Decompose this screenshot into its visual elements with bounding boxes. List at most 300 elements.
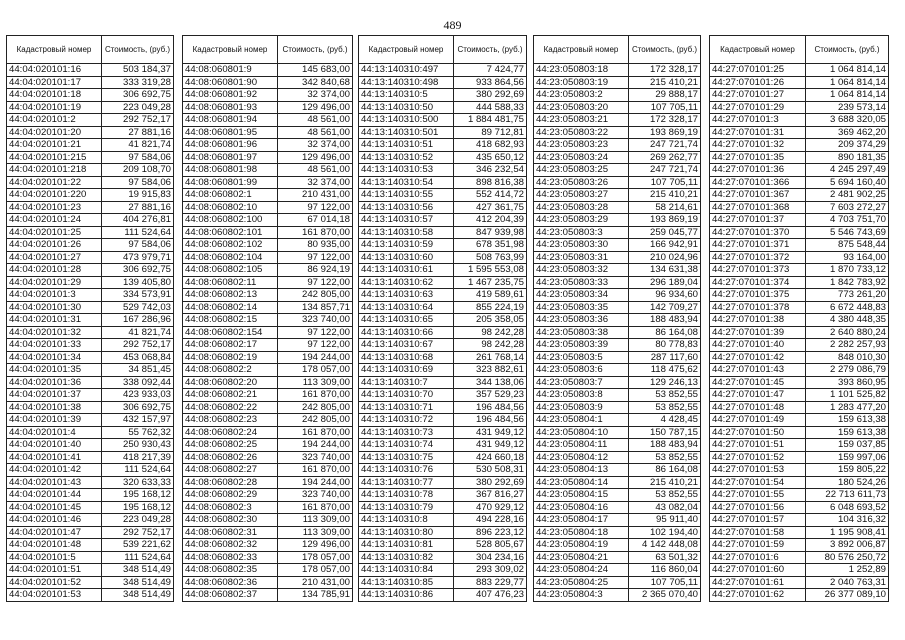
cost-cell: 195 168,12 bbox=[102, 489, 174, 502]
cost-cell: 209 108,70 bbox=[102, 164, 174, 177]
header-cadastral-number: Кадастровый номер bbox=[7, 36, 102, 64]
cost-cell: 205 358,05 bbox=[454, 314, 527, 327]
cost-cell: 1 870 733,12 bbox=[806, 264, 889, 277]
table-row bbox=[534, 264, 701, 277]
cost-cell: 432 157,97 bbox=[102, 414, 174, 427]
cost-cell: 80 576 250,72 bbox=[806, 551, 889, 564]
cost-cell: 161 870,00 bbox=[278, 226, 353, 239]
cost-cell: 855 224,19 bbox=[454, 301, 527, 314]
cadastral-number-cell: 44:04:020101:21 bbox=[7, 139, 102, 152]
cadastral-number-cell: 44:27:070101:31 bbox=[710, 126, 806, 139]
cadastral-number-cell: 44:13:140310:68 bbox=[359, 351, 454, 364]
cadastral-number-cell: 44:13:140310:82 bbox=[359, 551, 454, 564]
table-row bbox=[183, 301, 353, 314]
table-row bbox=[183, 414, 353, 427]
cost-cell: 159 037,85 bbox=[806, 439, 889, 452]
table-row bbox=[183, 514, 353, 527]
cost-cell: 323 740,00 bbox=[278, 451, 353, 464]
cost-cell: 111 524,64 bbox=[102, 551, 174, 564]
cadastral-number-cell: 44:27:070101:3 bbox=[710, 114, 806, 127]
table-row bbox=[534, 414, 701, 427]
cost-cell: 41 821,74 bbox=[102, 326, 174, 339]
cost-cell: 159 997,06 bbox=[806, 451, 889, 464]
cost-cell: 97 122,00 bbox=[278, 251, 353, 264]
cadastral-number-cell: 44:23:050803:39 bbox=[534, 339, 629, 352]
cost-cell: 113 309,00 bbox=[278, 526, 353, 539]
cost-cell: 342 840,68 bbox=[278, 76, 353, 89]
table-header-row bbox=[710, 36, 889, 64]
table-row bbox=[359, 339, 527, 352]
table-row bbox=[183, 89, 353, 102]
cadastral-number-cell: 44:27:070101:366 bbox=[710, 176, 806, 189]
cost-cell: 2 365 070,40 bbox=[629, 589, 701, 602]
cadastral-number-cell: 44:23:050803:19 bbox=[534, 76, 629, 89]
cadastral-number-cell: 44:08:060802:27 bbox=[183, 464, 278, 477]
table-row bbox=[710, 576, 889, 589]
cadastral-number-cell: 44:04:020101:18 bbox=[7, 89, 102, 102]
cadastral-number-cell: 44:27:070101:6 bbox=[710, 551, 806, 564]
cost-cell: 193 869,19 bbox=[629, 214, 701, 227]
table-row bbox=[534, 289, 701, 302]
table-row bbox=[7, 564, 174, 577]
table-row bbox=[710, 376, 889, 389]
table-row bbox=[710, 226, 889, 239]
cadastral-number-cell: 44:27:070101:55 bbox=[710, 489, 806, 502]
table-row bbox=[7, 326, 174, 339]
table-row bbox=[534, 126, 701, 139]
cadastral-number-cell: 44:27:070101:53 bbox=[710, 464, 806, 477]
cost-cell: 113 309,00 bbox=[278, 376, 353, 389]
table-row bbox=[7, 226, 174, 239]
cost-cell: 1 252,89 bbox=[806, 564, 889, 577]
cost-cell: 150 787,15 bbox=[629, 426, 701, 439]
table-row bbox=[534, 539, 701, 552]
table-row bbox=[7, 489, 174, 502]
cadastral-number-cell: 44:23:050803:30 bbox=[534, 239, 629, 252]
cadastral-number-cell: 44:23:050803:35 bbox=[534, 301, 629, 314]
header-cost: Стоимость, (руб.) bbox=[629, 36, 701, 64]
cost-cell: 194 244,00 bbox=[278, 476, 353, 489]
cadastral-table-3 bbox=[358, 35, 527, 602]
table-row bbox=[359, 476, 527, 489]
table-row bbox=[183, 201, 353, 214]
table-row bbox=[710, 501, 889, 514]
cost-cell: 53 852,55 bbox=[629, 401, 701, 414]
cost-cell: 104 316,32 bbox=[806, 514, 889, 527]
cost-cell: 53 852,55 bbox=[629, 489, 701, 502]
cost-cell: 848 010,30 bbox=[806, 351, 889, 364]
cadastral-number-cell: 44:08:060802:35 bbox=[183, 564, 278, 577]
cost-cell: 427 361,75 bbox=[454, 201, 527, 214]
cadastral-number-cell: 44:04:020101:29 bbox=[7, 276, 102, 289]
cost-cell: 98 242,28 bbox=[454, 339, 527, 352]
table-row bbox=[534, 551, 701, 564]
cadastral-number-cell: 44:04:020101:38 bbox=[7, 401, 102, 414]
table-row bbox=[359, 426, 527, 439]
table-row bbox=[534, 576, 701, 589]
header-cadastral-number: Кадастровый номер bbox=[710, 36, 806, 64]
table-row bbox=[359, 464, 527, 477]
table-row bbox=[183, 539, 353, 552]
cost-cell: 139 405,80 bbox=[102, 276, 174, 289]
table-row bbox=[359, 564, 527, 577]
cost-cell: 250 930,43 bbox=[102, 439, 174, 452]
cadastral-number-cell: 44:27:070101:61 bbox=[710, 576, 806, 589]
cost-cell: 4 380 448,35 bbox=[806, 314, 889, 327]
table-row bbox=[359, 389, 527, 402]
cadastral-number-cell: 44:27:070101:375 bbox=[710, 289, 806, 302]
cost-cell: 320 633,33 bbox=[102, 476, 174, 489]
cadastral-number-cell: 44:08:060802:28 bbox=[183, 476, 278, 489]
cost-cell: 247 721,74 bbox=[629, 164, 701, 177]
cost-cell: 195 168,12 bbox=[102, 501, 174, 514]
cost-cell: 196 484,56 bbox=[454, 401, 527, 414]
cadastral-number-cell: 44:27:070101:39 bbox=[710, 326, 806, 339]
table-row bbox=[710, 389, 889, 402]
cost-cell: 4 245 297,49 bbox=[806, 164, 889, 177]
table-row bbox=[710, 514, 889, 527]
table-row bbox=[7, 114, 174, 127]
cadastral-number-cell: 44:04:020101:3 bbox=[7, 289, 102, 302]
cost-cell: 424 660,18 bbox=[454, 451, 527, 464]
cost-cell: 129 496,00 bbox=[278, 151, 353, 164]
cost-cell: 847 939,98 bbox=[454, 226, 527, 239]
table-header-row bbox=[7, 36, 174, 64]
table-row bbox=[7, 351, 174, 364]
cadastral-number-cell: 44:04:020101:27 bbox=[7, 251, 102, 264]
cadastral-number-cell: 44:13:140310:78 bbox=[359, 489, 454, 502]
table-row bbox=[710, 89, 889, 102]
cadastral-number-cell: 44:27:070101:50 bbox=[710, 426, 806, 439]
table-row bbox=[534, 564, 701, 577]
cost-cell: 530 508,31 bbox=[454, 464, 527, 477]
table-row bbox=[359, 439, 527, 452]
cadastral-number-cell: 44:23:050803:26 bbox=[534, 176, 629, 189]
table-row bbox=[359, 264, 527, 277]
cost-cell: 367 816,27 bbox=[454, 489, 527, 502]
table-row bbox=[7, 126, 174, 139]
cadastral-number-cell: 44:27:070101:57 bbox=[710, 514, 806, 527]
table-row bbox=[7, 501, 174, 514]
cadastral-number-cell: 44:08:060802:3 bbox=[183, 501, 278, 514]
cadastral-number-cell: 44:08:060801:92 bbox=[183, 89, 278, 102]
cost-cell: 431 949,12 bbox=[454, 439, 527, 452]
cost-cell: 306 692,75 bbox=[102, 264, 174, 277]
cadastral-number-cell: 44:04:020101:44 bbox=[7, 489, 102, 502]
cadastral-number-cell: 44:27:070101:45 bbox=[710, 376, 806, 389]
table-row bbox=[534, 389, 701, 402]
cadastral-number-cell: 44:04:020101:34 bbox=[7, 351, 102, 364]
cost-cell: 107 705,11 bbox=[629, 176, 701, 189]
table-row bbox=[183, 401, 353, 414]
table-row bbox=[7, 239, 174, 252]
table-row bbox=[7, 214, 174, 227]
cost-cell: 473 979,71 bbox=[102, 251, 174, 264]
cadastral-number-cell: 44:13:140310:58 bbox=[359, 226, 454, 239]
table-row bbox=[534, 101, 701, 114]
cadastral-number-cell: 44:04:020101:20 bbox=[7, 126, 102, 139]
cost-cell: 58 214,61 bbox=[629, 201, 701, 214]
cost-cell: 6 672 448,83 bbox=[806, 301, 889, 314]
cadastral-number-cell: 44:27:070101:38 bbox=[710, 314, 806, 327]
table-row bbox=[534, 151, 701, 164]
cost-cell: 1 064 814,14 bbox=[806, 64, 889, 77]
cadastral-number-cell: 44:08:060801:99 bbox=[183, 176, 278, 189]
table-row bbox=[710, 151, 889, 164]
cost-cell: 113 309,00 bbox=[278, 514, 353, 527]
cost-cell: 539 221,62 bbox=[102, 539, 174, 552]
cost-cell: 161 870,00 bbox=[278, 464, 353, 477]
cadastral-number-cell: 44:23:050803:38 bbox=[534, 326, 629, 339]
cost-cell: 7 603 272,27 bbox=[806, 201, 889, 214]
cadastral-number-cell: 44:23:050803:27 bbox=[534, 189, 629, 202]
cadastral-number-cell: 44:13:140310:84 bbox=[359, 564, 454, 577]
table-row bbox=[710, 201, 889, 214]
cadastral-number-cell: 44:23:050804:21 bbox=[534, 551, 629, 564]
cost-cell: 418 682,93 bbox=[454, 139, 527, 152]
cadastral-table-4 bbox=[533, 35, 701, 602]
cadastral-number-cell: 44:04:020101:25 bbox=[7, 226, 102, 239]
cadastral-number-cell: 44:08:060802:17 bbox=[183, 339, 278, 352]
cadastral-number-cell: 44:13:140310:62 bbox=[359, 276, 454, 289]
cost-cell: 242 805,00 bbox=[278, 401, 353, 414]
cost-cell: 242 805,00 bbox=[278, 414, 353, 427]
table-row bbox=[183, 489, 353, 502]
cadastral-number-cell: 44:08:060802:22 bbox=[183, 401, 278, 414]
table-row bbox=[710, 551, 889, 564]
table-row bbox=[359, 226, 527, 239]
table-row bbox=[534, 589, 701, 602]
cadastral-number-cell: 44:08:060802:104 bbox=[183, 251, 278, 264]
cadastral-number-cell: 44:13:140310:80 bbox=[359, 526, 454, 539]
cost-cell: 129 496,00 bbox=[278, 539, 353, 552]
cost-cell: 129 496,00 bbox=[278, 101, 353, 114]
cost-cell: 6 048 693,52 bbox=[806, 501, 889, 514]
table-row bbox=[534, 164, 701, 177]
cadastral-number-cell: 44:04:020101:52 bbox=[7, 576, 102, 589]
table-row bbox=[534, 76, 701, 89]
cadastral-number-cell: 44:23:050804:15 bbox=[534, 489, 629, 502]
table-row bbox=[183, 364, 353, 377]
table-row bbox=[534, 301, 701, 314]
cost-cell: 194 244,00 bbox=[278, 439, 353, 452]
cost-cell: 107 705,11 bbox=[629, 101, 701, 114]
cost-cell: 552 414,72 bbox=[454, 189, 527, 202]
cadastral-number-cell: 44:04:020101:28 bbox=[7, 264, 102, 277]
cost-cell: 287 117,60 bbox=[629, 351, 701, 364]
cost-cell: 338 092,44 bbox=[102, 376, 174, 389]
cost-cell: 334 573,91 bbox=[102, 289, 174, 302]
cadastral-number-cell: 44:23:050803:29 bbox=[534, 214, 629, 227]
table-row bbox=[710, 276, 889, 289]
cadastral-number-cell: 44:23:050804:24 bbox=[534, 564, 629, 577]
cost-cell: 167 286,96 bbox=[102, 314, 174, 327]
cost-cell: 898 816,38 bbox=[454, 176, 527, 189]
table-row bbox=[183, 464, 353, 477]
cadastral-number-cell: 44:08:060802:100 bbox=[183, 214, 278, 227]
cost-cell: 67 014,18 bbox=[278, 214, 353, 227]
cost-cell: 4 703 751,70 bbox=[806, 214, 889, 227]
cadastral-number-cell: 44:13:140310:7 bbox=[359, 376, 454, 389]
cost-cell: 53 852,55 bbox=[629, 389, 701, 402]
cadastral-number-cell: 44:13:140310:63 bbox=[359, 289, 454, 302]
cost-cell: 116 860,04 bbox=[629, 564, 701, 577]
cadastral-number-cell: 44:08:060802:33 bbox=[183, 551, 278, 564]
cost-cell: 188 483,94 bbox=[629, 439, 701, 452]
header-cost: Стоимость, (руб.) bbox=[806, 36, 889, 64]
table-row bbox=[710, 351, 889, 364]
cost-cell: 180 524,26 bbox=[806, 476, 889, 489]
table-row bbox=[710, 76, 889, 89]
cadastral-number-cell: 44:13:140310:57 bbox=[359, 214, 454, 227]
cost-cell: 678 351,98 bbox=[454, 239, 527, 252]
cost-cell: 393 860,95 bbox=[806, 376, 889, 389]
cost-cell: 348 514,49 bbox=[102, 589, 174, 602]
table-row bbox=[534, 214, 701, 227]
cadastral-number-cell: 44:23:050803:25 bbox=[534, 164, 629, 177]
cost-cell: 142 709,27 bbox=[629, 301, 701, 314]
cadastral-number-cell: 44:04:020101:215 bbox=[7, 151, 102, 164]
cost-cell: 215 410,21 bbox=[629, 189, 701, 202]
table-row bbox=[183, 114, 353, 127]
cost-cell: 418 217,39 bbox=[102, 451, 174, 464]
cost-cell: 134 785,91 bbox=[278, 589, 353, 602]
cadastral-number-cell: 44:13:140310:60 bbox=[359, 251, 454, 264]
cost-cell: 111 524,64 bbox=[102, 464, 174, 477]
cost-cell: 98 242,28 bbox=[454, 326, 527, 339]
cadastral-number-cell: 44:08:060801:97 bbox=[183, 151, 278, 164]
cadastral-number-cell: 44:27:070101:35 bbox=[710, 151, 806, 164]
table-row bbox=[183, 389, 353, 402]
cadastral-number-cell: 44:13:140310:72 bbox=[359, 414, 454, 427]
cadastral-number-cell: 44:23:050803:33 bbox=[534, 276, 629, 289]
cost-cell: 48 561,00 bbox=[278, 164, 353, 177]
table-row bbox=[183, 101, 353, 114]
table-row bbox=[183, 426, 353, 439]
cadastral-number-cell: 44:04:020101:16 bbox=[7, 64, 102, 77]
table-row bbox=[359, 289, 527, 302]
cost-cell: 333 319,28 bbox=[102, 76, 174, 89]
table-row bbox=[710, 326, 889, 339]
cost-cell: 209 374,29 bbox=[806, 139, 889, 152]
table-row bbox=[710, 101, 889, 114]
cost-cell: 2 279 086,79 bbox=[806, 364, 889, 377]
table-row bbox=[534, 439, 701, 452]
cost-cell: 32 374,00 bbox=[278, 89, 353, 102]
table-row bbox=[183, 226, 353, 239]
cadastral-number-cell: 44:04:020101:45 bbox=[7, 501, 102, 514]
table-row bbox=[359, 89, 527, 102]
table-row bbox=[183, 439, 353, 452]
cadastral-number-cell: 44:23:050803:3 bbox=[534, 226, 629, 239]
table-row bbox=[7, 589, 174, 602]
cadastral-number-cell: 44:13:140310:67 bbox=[359, 339, 454, 352]
table-row bbox=[534, 314, 701, 327]
cadastral-number-cell: 44:23:050803:36 bbox=[534, 314, 629, 327]
cost-cell: 1 064 814,14 bbox=[806, 89, 889, 102]
table-row bbox=[7, 64, 174, 77]
cadastral-number-cell: 44:13:140310:85 bbox=[359, 576, 454, 589]
cost-cell: 773 261,20 bbox=[806, 289, 889, 302]
cadastral-number-cell: 44:08:060802:14 bbox=[183, 301, 278, 314]
table-row bbox=[183, 326, 353, 339]
cost-cell: 178 057,00 bbox=[278, 364, 353, 377]
table-row bbox=[534, 89, 701, 102]
table-row bbox=[710, 589, 889, 602]
cost-cell: 223 049,28 bbox=[102, 101, 174, 114]
table-row bbox=[7, 414, 174, 427]
cadastral-number-cell: 44:27:070101:40 bbox=[710, 339, 806, 352]
cadastral-number-cell: 44:13:140310:498 bbox=[359, 76, 454, 89]
table-row bbox=[534, 451, 701, 464]
cost-cell: 239 573,14 bbox=[806, 101, 889, 114]
table-row bbox=[710, 139, 889, 152]
table-row bbox=[359, 489, 527, 502]
table-row bbox=[359, 114, 527, 127]
cadastral-number-cell: 44:04:020101:43 bbox=[7, 476, 102, 489]
table-header-row bbox=[534, 36, 701, 64]
cadastral-number-cell: 44:23:050804:18 bbox=[534, 526, 629, 539]
cost-cell: 304 234,16 bbox=[454, 551, 527, 564]
cost-cell: 93 164,00 bbox=[806, 251, 889, 264]
table-row bbox=[359, 214, 527, 227]
cost-cell: 1 283 477,20 bbox=[806, 401, 889, 414]
table-row bbox=[534, 476, 701, 489]
cadastral-number-cell: 44:27:070101:48 bbox=[710, 401, 806, 414]
cadastral-number-cell: 44:13:140310:50 bbox=[359, 101, 454, 114]
table-row bbox=[534, 326, 701, 339]
cost-cell: 188 483,94 bbox=[629, 314, 701, 327]
cadastral-number-cell: 44:13:140310:70 bbox=[359, 389, 454, 402]
cost-cell: 896 223,12 bbox=[454, 526, 527, 539]
cadastral-number-cell: 44:08:060801:95 bbox=[183, 126, 278, 139]
table-row bbox=[534, 226, 701, 239]
table-row bbox=[183, 176, 353, 189]
cost-cell: 2 282 257,93 bbox=[806, 339, 889, 352]
table-row bbox=[710, 476, 889, 489]
cadastral-number-cell: 44:23:050803:9 bbox=[534, 401, 629, 414]
cadastral-number-cell: 44:08:060802:31 bbox=[183, 526, 278, 539]
table-row bbox=[7, 376, 174, 389]
cadastral-number-cell: 44:13:140310:71 bbox=[359, 401, 454, 414]
cadastral-number-cell: 44:27:070101:378 bbox=[710, 301, 806, 314]
cadastral-number-cell: 44:04:020101:26 bbox=[7, 239, 102, 252]
cost-cell: 172 328,17 bbox=[629, 64, 701, 77]
cost-cell: 1 842 783,92 bbox=[806, 276, 889, 289]
cost-cell: 247 721,74 bbox=[629, 139, 701, 152]
cost-cell: 444 588,33 bbox=[454, 101, 527, 114]
cost-cell: 26 377 089,10 bbox=[806, 589, 889, 602]
cost-cell: 102 194,40 bbox=[629, 526, 701, 539]
table-row bbox=[183, 189, 353, 202]
cadastral-number-cell: 44:27:070101:51 bbox=[710, 439, 806, 452]
cadastral-number-cell: 44:23:050804:17 bbox=[534, 514, 629, 527]
cost-cell: 1 884 481,75 bbox=[454, 114, 527, 127]
table-row bbox=[183, 351, 353, 364]
cost-cell: 3 688 320,05 bbox=[806, 114, 889, 127]
cost-cell: 178 057,00 bbox=[278, 564, 353, 577]
cost-cell: 159 805,22 bbox=[806, 464, 889, 477]
cadastral-number-cell: 44:23:050803:5 bbox=[534, 351, 629, 364]
cost-cell: 194 244,00 bbox=[278, 351, 353, 364]
table-row bbox=[183, 476, 353, 489]
cadastral-number-cell: 44:23:050804:12 bbox=[534, 451, 629, 464]
cost-cell: 80 935,00 bbox=[278, 239, 353, 252]
cadastral-number-cell: 44:23:050803:8 bbox=[534, 389, 629, 402]
cost-cell: 1 064 814,14 bbox=[806, 76, 889, 89]
cadastral-number-cell: 44:13:140310:501 bbox=[359, 126, 454, 139]
cadastral-number-cell: 44:04:020101:31 bbox=[7, 314, 102, 327]
